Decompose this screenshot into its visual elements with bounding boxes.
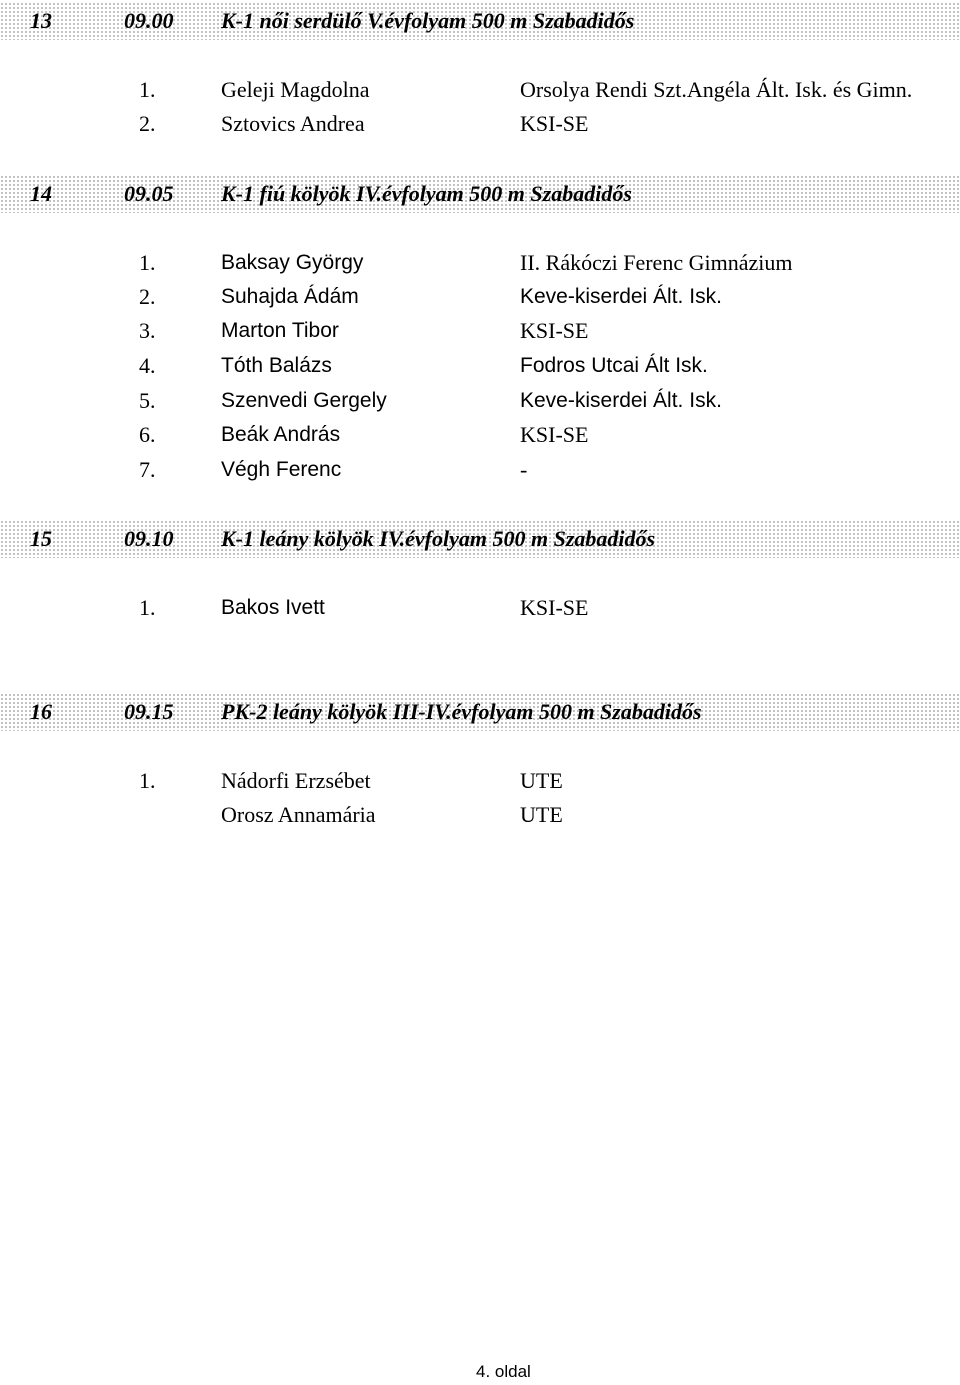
race-header-14 (0, 175, 960, 213)
race-number: 15 (30, 526, 52, 551)
result-club: - (520, 457, 528, 482)
result-club: Keve-kiserdei Ált. Isk. (520, 285, 722, 308)
result-place: 2. (139, 111, 156, 136)
race-header-16 (0, 693, 960, 731)
race-title: K-1 leány kölyök IV.évfolyam 500 m Szabadidős (221, 526, 656, 551)
result-name: Bakos Ivett (221, 596, 325, 619)
result-place: 7. (139, 457, 156, 482)
result-name: Orosz Annamária (221, 802, 376, 827)
race-header-13 (0, 2, 960, 40)
result-row (0, 453, 960, 487)
result-club: UTE (520, 768, 563, 793)
result-club: II. Rákóczi Ferenc Gimnázium (520, 250, 793, 275)
result-row (0, 764, 960, 798)
result-row (0, 349, 960, 383)
result-place: 1. (139, 250, 156, 275)
result-place: 2. (139, 284, 156, 309)
result-name: Tóth Balázs (221, 354, 332, 377)
race-time: 09.10 (124, 526, 174, 551)
result-name: Suhajda Ádám (221, 285, 359, 308)
result-place: 1. (139, 77, 156, 102)
result-row (0, 418, 960, 452)
result-place: 1. (139, 595, 156, 620)
result-row (0, 246, 960, 280)
race-title: K-1 női serdülő V.évfolyam 500 m Szabadidős (221, 8, 635, 33)
result-club: Orsolya Rendi Szt.Angéla Ált. Isk. és Gimn. (520, 77, 913, 102)
result-club: KSI-SE (520, 318, 589, 343)
result-row (0, 798, 960, 832)
result-row (0, 314, 960, 348)
result-name: Szenvedi Gergely (221, 389, 387, 412)
page-number: 4. oldal (476, 1362, 531, 1381)
result-row (0, 280, 960, 314)
race-title: PK-2 leány kölyök III-IV.évfolyam 500 m Szabadidős (221, 699, 702, 724)
result-club: KSI-SE (520, 595, 589, 620)
result-club: Fodros Utcai Ált Isk. (520, 354, 708, 377)
result-row (0, 73, 960, 107)
race-time: 09.00 (124, 8, 174, 33)
result-name: Marton Tibor (221, 319, 339, 342)
race-time: 09.05 (124, 181, 174, 206)
result-name: Beák András (221, 423, 341, 446)
race-title: K-1 fiú kölyök IV.évfolyam 500 m Szabadidős (221, 181, 632, 206)
result-place: 4. (139, 353, 156, 378)
result-club: Keve-kiserdei Ált. Isk. (520, 389, 722, 412)
result-name: Geleji Magdolna (221, 77, 370, 102)
result-club: UTE (520, 802, 563, 827)
race-number: 14 (30, 181, 52, 206)
result-club: KSI-SE (520, 111, 589, 136)
race-number: 16 (30, 699, 52, 724)
race-time: 09.15 (124, 699, 174, 724)
race-header-15 (0, 520, 960, 558)
result-name: Sztovics Andrea (221, 111, 365, 136)
result-name: Nádorfi Erzsébet (221, 768, 371, 793)
result-row (0, 384, 960, 418)
result-place: 3. (139, 318, 156, 343)
result-row (0, 107, 960, 141)
race-number: 13 (30, 8, 52, 33)
result-name: Végh Ferenc (221, 458, 342, 481)
result-place: 6. (139, 422, 156, 447)
result-club: KSI-SE (520, 422, 589, 447)
result-place: 5. (139, 388, 156, 413)
result-place: 1. (139, 768, 156, 793)
result-name: Baksay György (221, 251, 364, 274)
result-row (0, 591, 960, 625)
